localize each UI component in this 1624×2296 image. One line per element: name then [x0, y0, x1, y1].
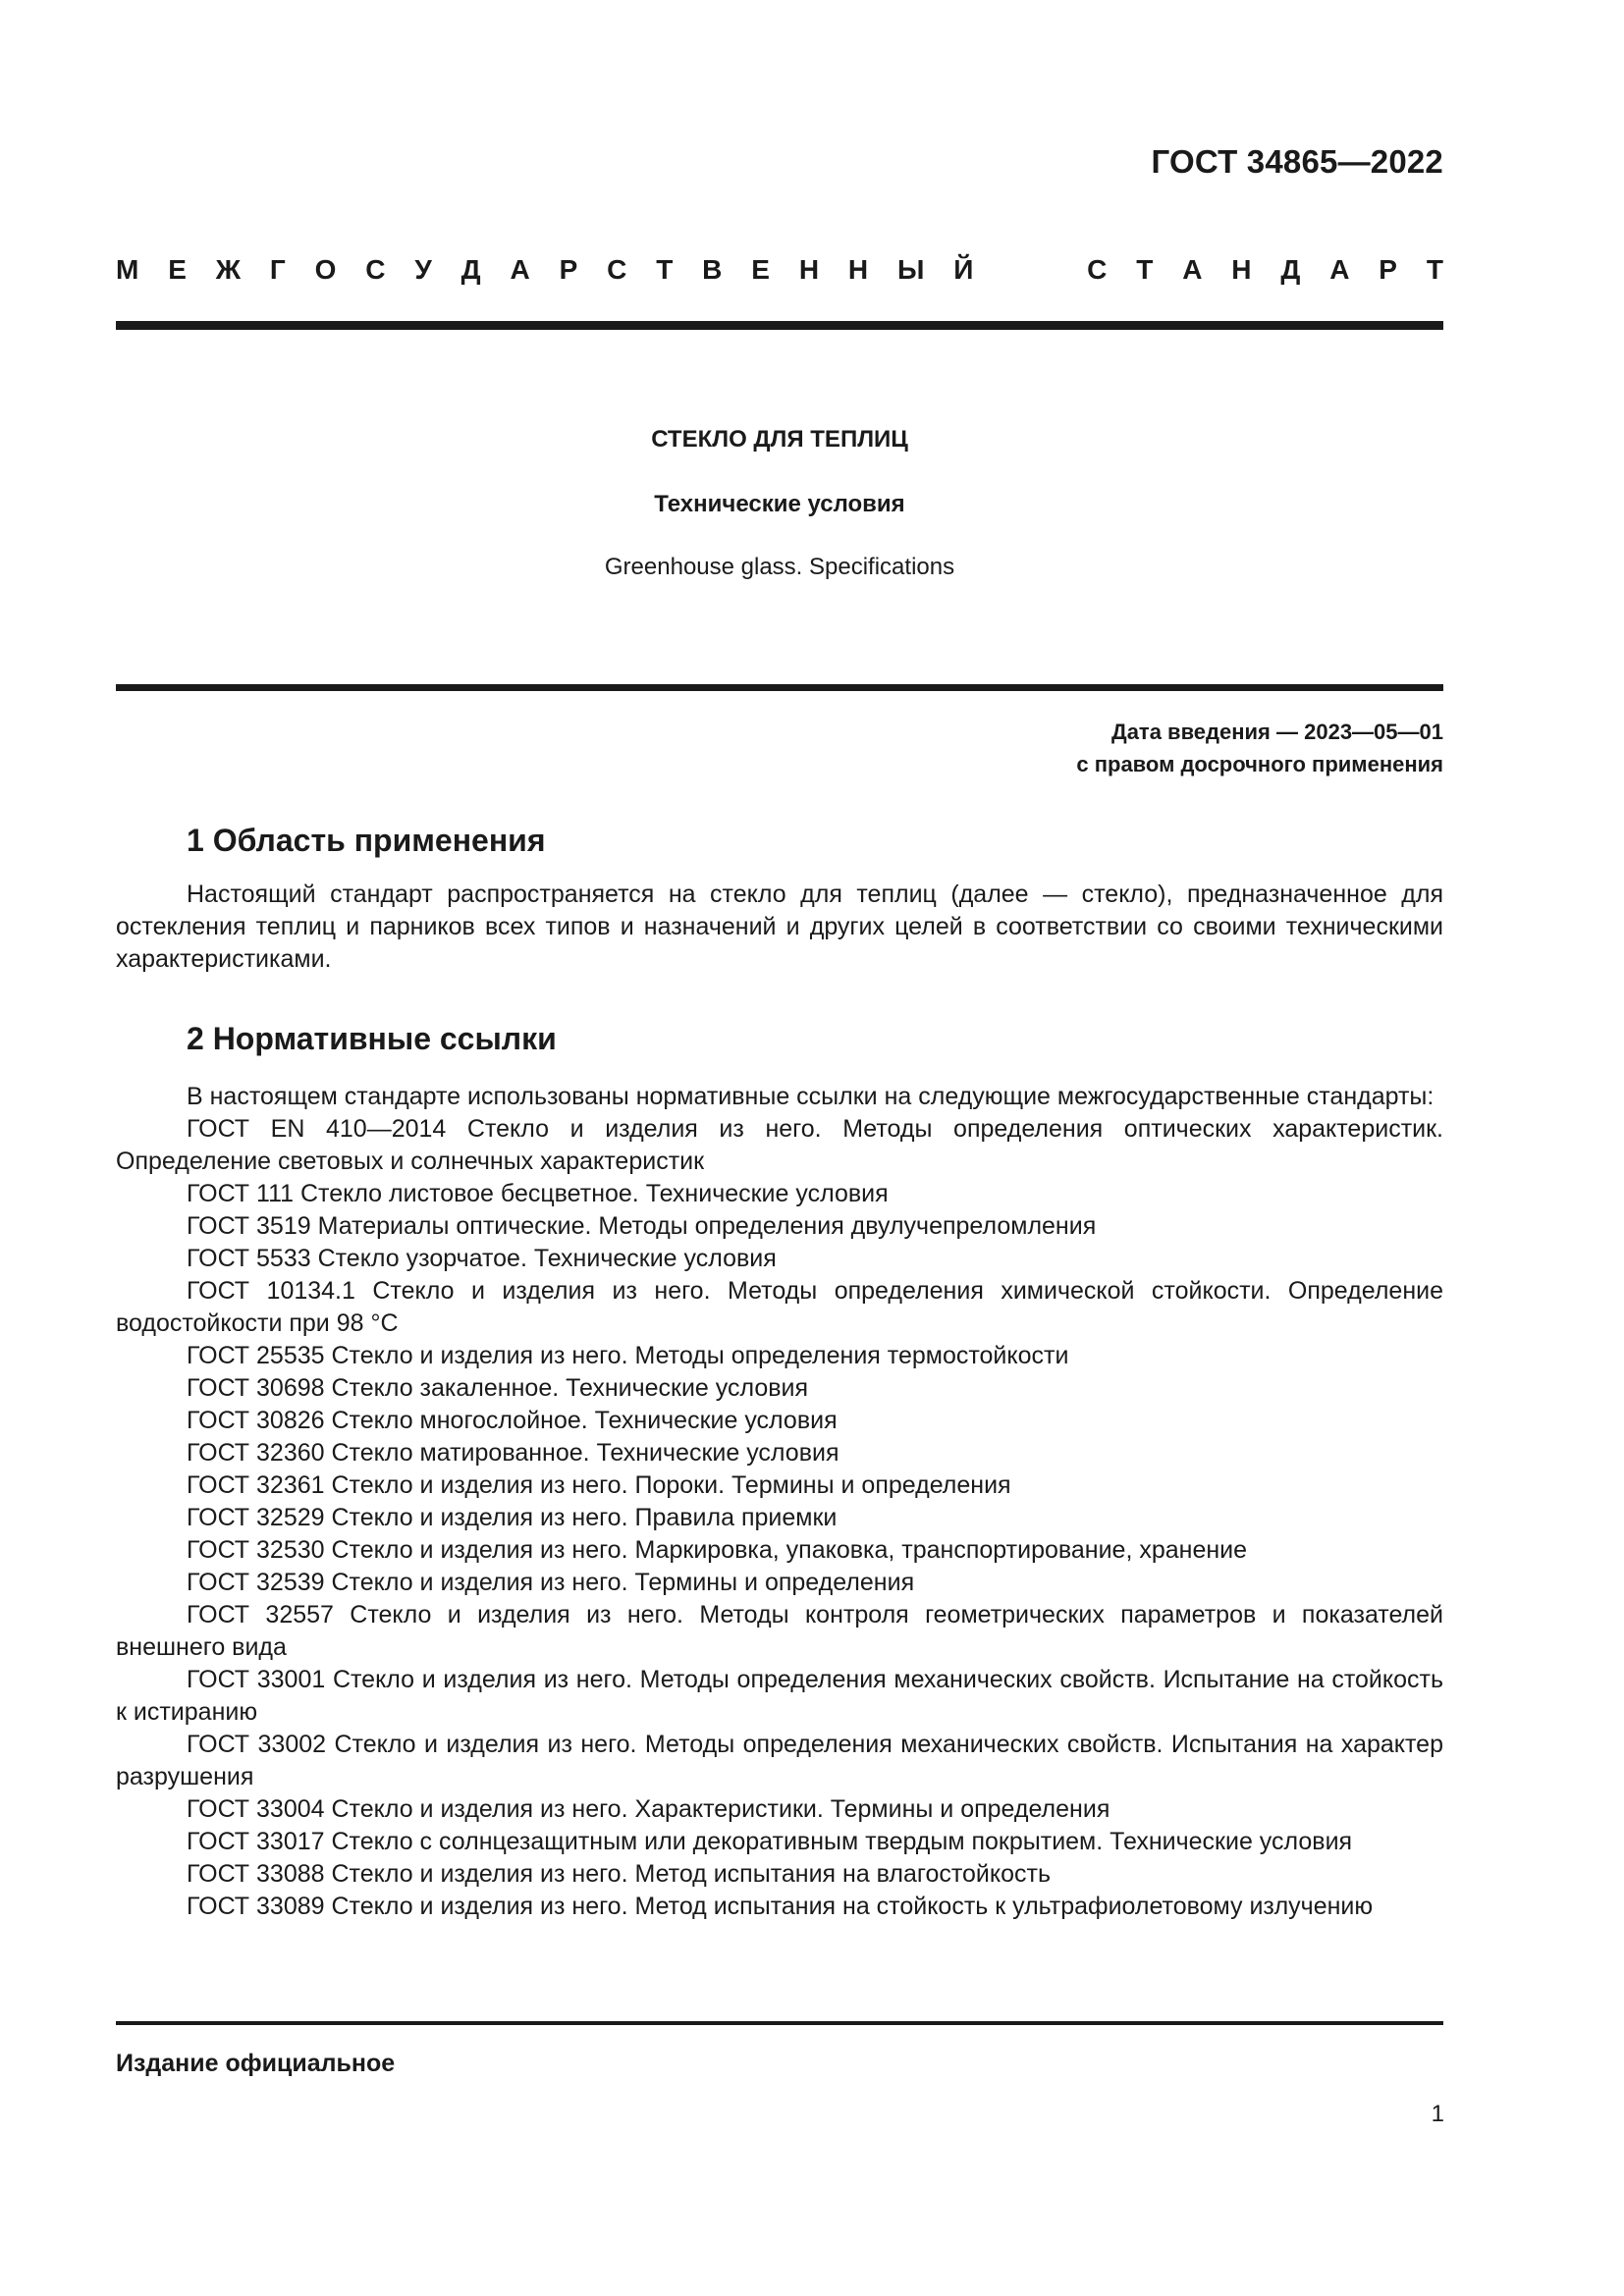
reference-item: ГОСТ 30698 Стекло закаленное. Технические условия [187, 1374, 809, 1402]
heading-letter: С [607, 254, 627, 285]
section-1-heading: 1 Область применения [187, 823, 546, 858]
reference-item: ГОСТ 30826 Стекло многослойное. Технические условия [187, 1407, 838, 1434]
heading-letter: М [116, 254, 139, 285]
reference-item: ГОСТ 33017 Стекло с солнцезащитным или декоративным твердым покрытием. Технические условия [187, 1828, 1353, 1855]
introduction-date: Дата введения — 2023—05—01 [1111, 720, 1443, 744]
early-application-note: с правом досрочного применения [1076, 752, 1443, 776]
section-1-body [116, 879, 1443, 976]
heading-letter: Р [1379, 254, 1397, 285]
reference-item: ГОСТ EN 410—2014 Стекло и изделия из него. Методы определения оптических характеристик. Определение световых и солнечных характеристик [116, 1115, 1443, 1175]
section-2-body [116, 1081, 1443, 1923]
reference-item: ГОСТ 32557 Стекло и изделия из него. Методы контроля геометрических параметров и показателей внешнего вида [116, 1601, 1443, 1661]
reference-item: ГОСТ 32530 Стекло и изделия из него. Маркировка, упаковка, транспортирование, хранение [187, 1536, 1248, 1564]
heading-letter: А [1182, 254, 1203, 285]
heading-letter: С [1087, 254, 1108, 285]
heading-letter: Т [1426, 254, 1443, 285]
page-number: 1 [1431, 2101, 1444, 2127]
reference-item: ГОСТ 111 Стекло листовое бесцветное. Технические условия [187, 1180, 889, 1207]
heading-letter: О [314, 254, 337, 285]
reference-item: ГОСТ 32539 Стекло и изделия из него. Термины и определения [187, 1569, 915, 1596]
title-rule [116, 684, 1443, 691]
reference-item: ГОСТ 3519 Материалы оптические. Методы определения двулучепреломления [187, 1212, 1097, 1240]
heading-letter: Н [798, 254, 820, 285]
reference-item: ГОСТ 32529 Стекло и изделия из него. Правила приемки [187, 1504, 838, 1531]
heading-letter: Д [460, 254, 481, 285]
heading-letter: Н [1231, 254, 1252, 285]
normative-references-list [116, 1113, 1443, 1923]
heading-letter: Д [1280, 254, 1301, 285]
heading-letter: У [414, 254, 432, 285]
heading-letter: Н [847, 254, 869, 285]
interstate-standard-heading [116, 253, 1443, 287]
heading-letter: Г [269, 254, 286, 285]
reference-item: ГОСТ 10134.1 Стекло и изделия из него. Методы определения химической стойкости. Определение водостойкости при 98 °С [116, 1277, 1443, 1337]
reference-item: ГОСТ 33004 Стекло и изделия из него. Характеристики. Термины и определения [187, 1795, 1110, 1823]
heading-letter: Е [751, 254, 770, 285]
reference-item: ГОСТ 32360 Стекло матированное. Технические условия [187, 1439, 839, 1467]
heading-letter: А [510, 254, 530, 285]
heading-word-gap [1002, 253, 1057, 287]
document-subtitle: Технические условия [654, 491, 905, 517]
reference-item: ГОСТ 33002 Стекло и изделия из него. Методы определения механических свойств. Испытания на характер разрушения [116, 1731, 1443, 1790]
section-1-paragraph: Настоящий стандарт распространяется на стекло для теплиц (далее — стекло), предназначенное для остекления теплиц и парников всех типов и назначений и других целей в соответствии со своими техническими характеристиками. [116, 881, 1443, 973]
heading-letter: С [365, 254, 386, 285]
heading-letter: Р [559, 254, 578, 285]
reference-item: ГОСТ 33089 Стекло и изделия из него. Метод испытания на стойкость к ультрафиолетовому излучению [187, 1893, 1374, 1920]
reference-item: ГОСТ 32361 Стекло и изделия из него. Пороки. Термины и определения [187, 1471, 1011, 1499]
official-edition-label: Издание официальное [116, 2050, 396, 2077]
top-rule [116, 321, 1443, 330]
document-title: СТЕКЛО ДЛЯ ТЕПЛИЦ [651, 426, 908, 453]
footer-rule [116, 2021, 1443, 2025]
section-2-intro: В настоящем стандарте использованы нормативные ссылки на следующие межгосударственные стандарты: [187, 1083, 1435, 1110]
heading-letter: Й [953, 254, 974, 285]
heading-letter: Е [168, 254, 187, 285]
heading-letter: В [702, 254, 723, 285]
reference-item: ГОСТ 33001 Стекло и изделия из него. Методы определения механических свойств. Испытание на стойкость к истиранию [116, 1666, 1443, 1726]
section-2-heading: 2 Нормативные ссылки [187, 1021, 557, 1056]
heading-letter: А [1329, 254, 1350, 285]
reference-item: ГОСТ 5533 Стекло узорчатое. Технические условия [187, 1245, 777, 1272]
document-number: ГОСТ 34865—2022 [1151, 143, 1443, 180]
heading-letter: Ы [897, 254, 925, 285]
reference-item: ГОСТ 25535 Стекло и изделия из него. Методы определения термостойкости [187, 1342, 1069, 1369]
document-title-english: Greenhouse glass. Specifications [604, 554, 955, 580]
heading-letter: Т [656, 254, 674, 285]
heading-letter: Ж [215, 254, 242, 285]
reference-item: ГОСТ 33088 Стекло и изделия из него. Метод испытания на влагостойкость [187, 1860, 1051, 1888]
heading-letter: Т [1136, 254, 1154, 285]
